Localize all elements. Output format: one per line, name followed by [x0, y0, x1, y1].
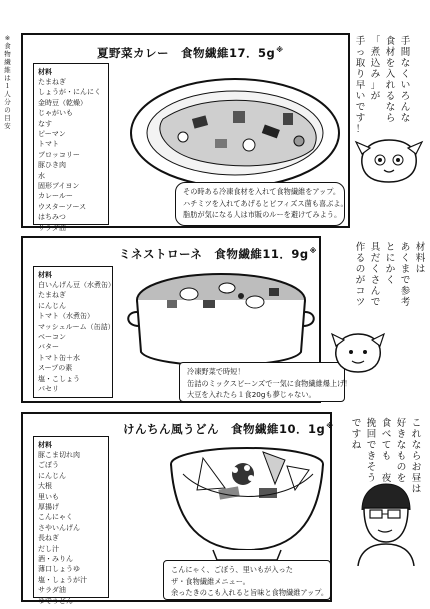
ingredient-item: ごぼう [38, 461, 59, 470]
tip-line: 缶詰のミックスビーンズで一気に食物繊維爆上げ！ [187, 378, 352, 388]
recipe-title-text: 夏野菜カレー 食物繊維17．5g [97, 46, 276, 60]
tip-line: こんにゃく、ごぼう、里いもが入った [171, 565, 293, 574]
ingredient-item: 金時豆（乾燥） [38, 98, 87, 107]
tip-line: その時ある冷凍食材を入れて食物繊維をアップ。 [183, 187, 341, 196]
ingredient-item: トマト（水煮缶） [38, 312, 94, 321]
tip-bubble-udon [163, 560, 331, 600]
ingredient-item: はちみつ [38, 213, 66, 222]
side-comment-2 [354, 242, 427, 308]
ingredient-item: しょうが・にんにく [38, 88, 101, 97]
tip-line: 冷凍野菜で時短！ [187, 367, 245, 376]
ingredient-item: スープの素 [38, 364, 73, 373]
vertical-text-line: 作 る の が コ ツ [355, 242, 366, 308]
soup-pot-illustration [123, 266, 319, 376]
ingredient-item: 薄口しょうゆ [38, 565, 80, 574]
ingredient-item: じゃがいも [38, 109, 73, 118]
ingredient-item: 豚ひき肉 [38, 161, 66, 170]
tip-text-udon [171, 564, 329, 599]
vertical-text-line: 「 煮 込 み 」 が [370, 36, 381, 102]
ingredient-item: パセリ [38, 385, 59, 394]
ingredient-item: ブロッコリー [38, 150, 80, 159]
ingredient-item: 厚揚げ [38, 503, 59, 512]
vertical-text-line: ※ 食 物 繊 維 は １ 人 分 の 目 安 [4, 34, 11, 130]
ingredient-item: トマト [38, 140, 59, 149]
serving-size-note-text [3, 34, 12, 130]
author-portrait [352, 480, 418, 566]
ingredient-list [38, 450, 104, 606]
ingredient-item: ピーマン [38, 130, 66, 139]
ingredient-item: トマト缶＋水 [38, 353, 80, 362]
ingredient-item: カレールー [38, 192, 73, 201]
mascot-face-2 [330, 330, 386, 374]
recipe-title-udon [123, 421, 334, 437]
footnote-mark: ※ [309, 247, 317, 256]
ingredient-box-curry [33, 63, 109, 232]
recipe-title-curry [97, 45, 284, 61]
ingredient-item: にんじん [38, 471, 66, 480]
ingredient-item: なす [38, 119, 52, 128]
vertical-text-line: 具 だ く さ ん で [370, 242, 381, 308]
vertical-text-line: 材 料 は [415, 242, 426, 275]
vertical-text-line: 食 材 を 入 れ る な ら [385, 36, 396, 124]
ingredients-label: 材料 [38, 271, 52, 279]
footnote-mark: ※ [326, 422, 334, 431]
vertical-text-line: 好 き な も の を [396, 418, 407, 484]
ingredient-item: マッシュルーム（缶詰） [38, 322, 115, 331]
ingredient-item: 里いも [38, 492, 59, 501]
serving-size-note [3, 34, 12, 130]
recipe-title-text: けんちん風うどん 食物繊維10．1g [123, 422, 326, 436]
ingredient-item: 塩・こしょう [38, 374, 80, 383]
ingredient-item: さやいんげん [38, 523, 80, 532]
tip-bubble-minestrone [179, 362, 352, 402]
panel-kenchin-udon [21, 412, 334, 605]
ingredient-item: たまねぎ [38, 78, 66, 86]
vertical-text-line: あ く ま で 参 考 [400, 242, 411, 308]
ingredients-label: 材料 [38, 441, 52, 449]
recipe-title-text: ミネストローネ 食物繊維11．9g [119, 247, 309, 261]
recipe-title-minestrone [119, 246, 317, 262]
vertical-text-line: 挽 回 で き そ う [366, 418, 377, 484]
ingredient-item: 水 [38, 171, 45, 180]
vertical-text-line: こ れ な ら お 昼 は [411, 418, 422, 495]
curry-plate-illustration [123, 67, 343, 192]
vertical-text-line: と に か く [385, 242, 396, 286]
vertical-text-line: 手 間 な く い ろ ん な [400, 36, 411, 124]
vertical-text-line: 食 べ て も 夜 [381, 418, 392, 484]
mascot-face-1 [354, 134, 424, 184]
ingredients-label: 材料 [38, 68, 52, 76]
ingredient-item: たまねぎ [38, 291, 66, 300]
ingredient-item: だし汁 [38, 544, 59, 553]
ingredient-item: 塩・しょうが汁 [38, 575, 87, 584]
ingredient-item: 長ねぎ [38, 534, 59, 543]
ingredient-item: 大根 [38, 482, 52, 491]
ingredient-item: サラダ油 [38, 223, 66, 232]
ingredient-item: ゆでうどん [38, 596, 73, 605]
footnote-mark: ※ [276, 46, 284, 55]
ingredient-item: バター [38, 343, 59, 352]
ingredient-list [38, 280, 115, 394]
tip-bubble-curry [175, 182, 348, 226]
side-comment-text-1 [354, 36, 412, 135]
side-comment-1 [354, 36, 412, 135]
tip-text-minestrone [187, 366, 352, 401]
panel-summer-curry [21, 33, 350, 232]
tip-line: 大豆を入れたら１食20gも夢じゃない。 [187, 390, 316, 399]
ingredient-item: ウスターソース [38, 202, 87, 211]
side-comment-text-2 [354, 242, 427, 308]
ingredient-box-udon [33, 436, 109, 605]
tip-line: 脂肪が気になる人は市販のルーを避けてみよう。 [183, 210, 342, 219]
panel-minestrone [21, 236, 352, 403]
ingredient-item: 酒・みりん [38, 555, 73, 564]
udon-bowl-illustration [163, 444, 333, 564]
ingredient-item: こんにゃく [38, 513, 73, 522]
ingredient-item: ベーコン [38, 333, 66, 342]
tip-line: 余ったきのこも入れると旨味と食物繊維アップ。 [171, 588, 329, 597]
ingredient-list [38, 77, 104, 233]
vertical-text-line: で す ね [351, 418, 362, 451]
ingredient-item: 白いんげん豆（水煮缶） [38, 281, 115, 289]
ingredient-item: 固形ブイヨン [38, 182, 80, 191]
ingredient-item: にんじん [38, 301, 66, 310]
tip-line: ザ・食物繊維メニュー。 [171, 576, 250, 586]
ingredient-item: サラダ油 [38, 586, 66, 595]
ingredient-box-minestrone [33, 266, 113, 398]
tip-text-curry [183, 186, 348, 221]
tip-line: ハチミツを入れてあげるとビフィズス菌も喜ぶよ。 [183, 198, 348, 208]
ingredient-item: 豚こま切れ肉 [38, 451, 80, 459]
vertical-text-line: 手 っ 取 り 早 い で す ！ [355, 36, 366, 135]
